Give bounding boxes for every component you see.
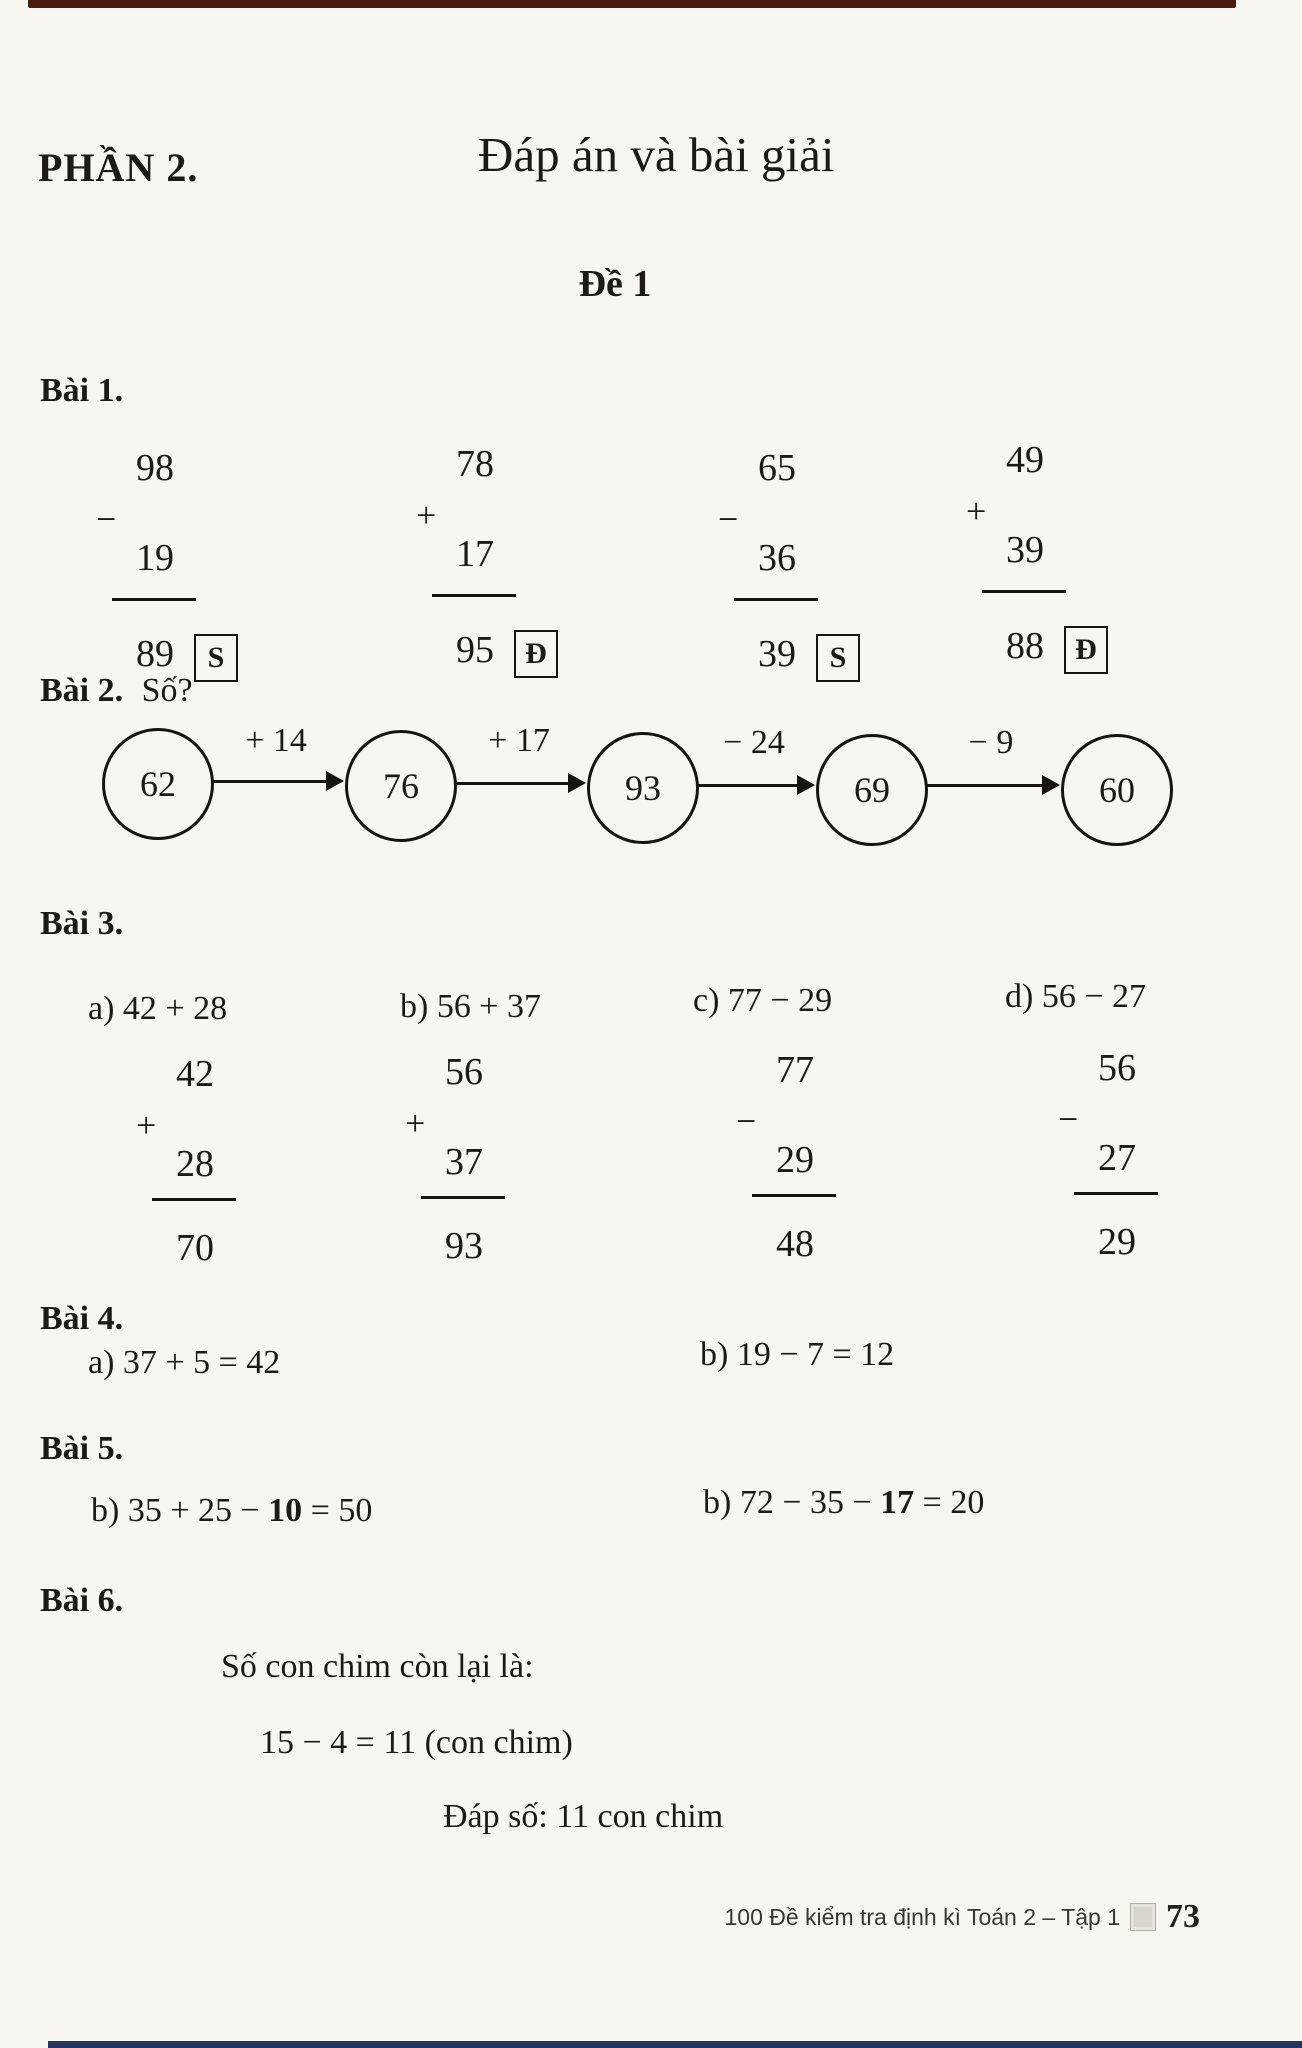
equation-suffix: = 20: [914, 1484, 985, 1521]
equation-answer-bold: 10: [268, 1492, 303, 1529]
operator-sign: +: [405, 1103, 426, 1143]
sum-rule: [982, 590, 1066, 593]
chain-op-label-4: − 9: [968, 724, 1014, 761]
arrowhead-icon: [1042, 775, 1060, 795]
page-title: Đáp án và bài giải: [478, 127, 835, 182]
arrowhead-icon: [568, 773, 586, 793]
scan-edge-top: [28, 0, 1236, 8]
top-operand: 78: [456, 443, 494, 485]
arrowhead-icon: [797, 775, 815, 795]
section-label-bai1: Bài 1.: [40, 372, 124, 409]
chain-node-3: 93: [587, 732, 699, 844]
vertical-problem-1: [90, 440, 260, 700]
scan-edge-bottom: [48, 2041, 1302, 2048]
chain-node-1: 62: [102, 728, 214, 840]
result-value: 89: [136, 633, 174, 675]
section-label-bai2: [40, 672, 193, 710]
bottom-operand: 17: [456, 533, 494, 575]
bottom-operand: 37: [445, 1141, 483, 1183]
vertical-problem-3c: [730, 1042, 900, 1302]
part-label: PHẦN 2.: [38, 145, 199, 190]
chain-op-label-2: + 17: [488, 722, 550, 759]
operator-sign: −: [96, 499, 117, 539]
mark-box: Đ: [514, 630, 558, 678]
test-title: Đề 1: [578, 263, 652, 305]
sum-rule: [752, 1194, 836, 1197]
chain-node-4: 69: [816, 734, 928, 846]
arrow-icon: [212, 768, 344, 796]
solution-statement: Số con chim còn lại là:: [221, 1648, 534, 1685]
operator-sign: +: [966, 491, 987, 531]
arrowhead-icon: [326, 771, 344, 791]
equation-prefix: b) 72 − 35 −: [703, 1484, 881, 1521]
vertical-problem-3b: [399, 1044, 569, 1304]
problem-header-b: b) 56 + 37: [400, 988, 541, 1025]
result-value: 39: [758, 633, 796, 675]
sum-rule: [421, 1196, 505, 1199]
result-value: 29: [1098, 1221, 1136, 1263]
top-operand: 65: [758, 447, 796, 489]
equation-5b: [703, 1484, 984, 1522]
bottom-operand: 27: [1098, 1137, 1136, 1179]
arrow-line: [455, 782, 574, 785]
bottom-operand: 28: [176, 1143, 214, 1185]
chain-op-label-3: − 24: [723, 724, 785, 761]
result-value: 70: [176, 1227, 214, 1269]
equation-4a: a) 37 + 5 = 42: [88, 1344, 281, 1381]
mark-box: S: [816, 634, 860, 682]
equation-5a: [91, 1492, 372, 1530]
vertical-problem-3a: [130, 1046, 300, 1306]
chain-op-label-1: + 14: [245, 722, 307, 759]
top-operand: 77: [776, 1049, 814, 1091]
result-value: 88: [1006, 625, 1044, 667]
top-operand: 56: [1098, 1047, 1136, 1089]
top-operand: 49: [1006, 439, 1044, 481]
vertical-problem-4: [960, 432, 1130, 692]
top-operand: 56: [445, 1051, 483, 1093]
problem-header-a: a) 42 + 28: [88, 990, 228, 1027]
sum-rule: [1074, 1192, 1158, 1195]
top-operand: 42: [176, 1053, 214, 1095]
result-value: 48: [776, 1223, 814, 1265]
bottom-operand: 29: [776, 1139, 814, 1181]
bottom-operand: 19: [136, 537, 174, 579]
result-value: 95: [456, 629, 494, 671]
section-question: Số?: [141, 672, 193, 709]
section-label-bai5: Bài 5.: [40, 1430, 124, 1467]
operator-sign: −: [736, 1101, 757, 1141]
equation-answer-bold: 17: [880, 1484, 915, 1521]
section-label-bai3: Bài 3.: [40, 905, 124, 942]
arrow-icon: [926, 772, 1060, 800]
solution-equation: 15 − 4 = 11 (con chim): [260, 1724, 573, 1761]
page-number: 73: [1166, 1898, 1200, 1935]
mark-box: S: [194, 634, 238, 682]
equation-prefix: b) 35 + 25 −: [91, 1492, 269, 1529]
page-footer: [640, 1898, 1200, 1936]
solution-answer: Đáp số: 11 con chim: [443, 1798, 724, 1835]
top-operand: 98: [136, 447, 174, 489]
book-title: 100 Đề kiểm tra định kì Toán 2 – Tập 1: [724, 1903, 1120, 1930]
bottom-operand: 39: [1006, 529, 1044, 571]
vertical-problem-2: [410, 436, 580, 696]
section-label-text: Bài 2.: [40, 672, 124, 709]
operator-sign: −: [718, 499, 739, 539]
vertical-problem-3d: [1052, 1040, 1222, 1300]
arrow-line: [926, 784, 1048, 787]
operator-sign: −: [1058, 1099, 1079, 1139]
arrow-icon: [697, 772, 815, 800]
arrow-line: [212, 780, 332, 783]
result-value: 93: [445, 1225, 483, 1267]
mark-box: Đ: [1064, 626, 1108, 674]
bottom-operand: 36: [758, 537, 796, 579]
problem-header-c: c) 77 − 29: [693, 982, 833, 1019]
vertical-problem-3: [712, 440, 882, 700]
section-label-bai4: Bài 4.: [40, 1300, 124, 1337]
operator-sign: +: [136, 1105, 157, 1145]
publisher-logo-icon: [1130, 1903, 1156, 1931]
sum-rule: [432, 594, 516, 597]
operator-sign: +: [416, 495, 437, 535]
problem-header-d: d) 56 − 27: [1005, 978, 1146, 1015]
chain-node-5: 60: [1061, 734, 1173, 846]
arrow-line: [697, 784, 803, 787]
section-label-bai6: Bài 6.: [40, 1582, 124, 1619]
equation-suffix: = 50: [302, 1492, 373, 1529]
equation-4b: b) 19 − 7 = 12: [700, 1336, 895, 1373]
sum-rule: [152, 1198, 236, 1201]
arrow-icon: [455, 770, 586, 798]
sum-rule: [734, 598, 818, 601]
sum-rule: [112, 598, 196, 601]
chain-node-2: 76: [345, 730, 457, 842]
